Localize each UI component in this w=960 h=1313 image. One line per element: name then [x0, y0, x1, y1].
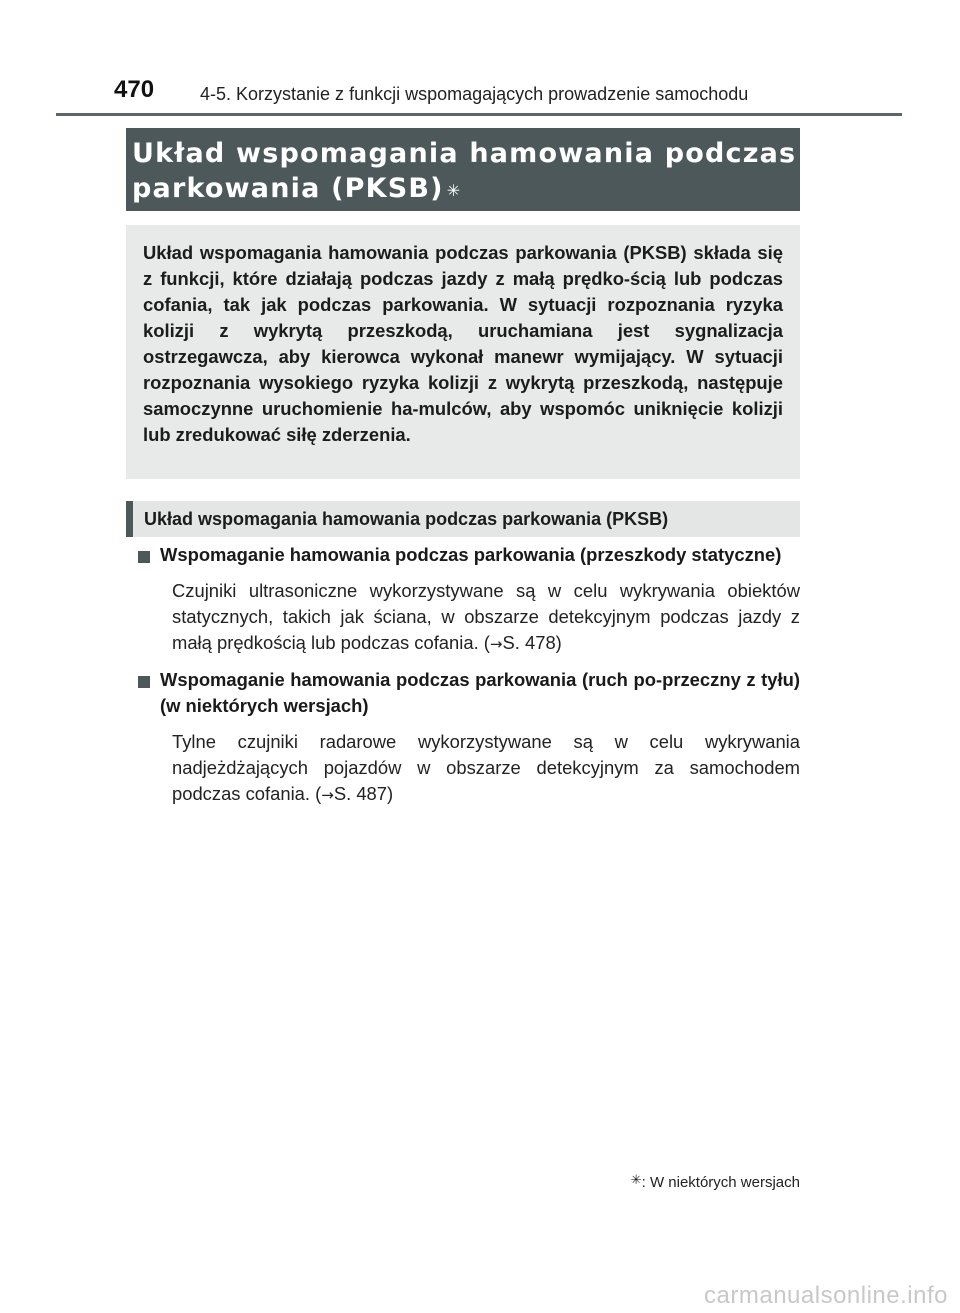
chapter-title: 4-5. Korzystanie z funkcji wspomagających prowadzenie samochodu [200, 84, 749, 104]
footnote [631, 1174, 800, 1191]
square-bullet-icon [138, 676, 150, 688]
footnote-text: : W niektórych wersjach [641, 1174, 800, 1191]
subsection-heading [138, 667, 800, 719]
subsection-rear-cross-traffic [138, 667, 800, 808]
arrow-right-icon: → [321, 786, 334, 804]
section-header [126, 501, 800, 537]
page-number: 470 [114, 76, 155, 103]
page-title-line-1: Układ wspomagania hamowania podczas [132, 138, 797, 169]
subsection-title: Wspomaganie hamowania podczas parkowania (ruch po-przeczny z tyłu) (w niektórych wersjach) [160, 669, 800, 716]
section-title-banner [126, 128, 800, 211]
arrow-right-icon: → [489, 635, 503, 653]
subsection-heading [138, 542, 800, 568]
page-title [132, 136, 800, 206]
square-bullet-icon [138, 551, 150, 563]
subsection-body [172, 578, 800, 657]
section-title: Układ wspomagania hamowania podczas parkowania (PKSB) [144, 509, 669, 529]
asterisk-icon: ✳ [446, 181, 462, 200]
subsection-text: Tylne czujniki radarowe wykorzystywane są w celu wykrywania nadjeżdżających pojazdów w obszarze detekcyjnym za samochodem podczas cofania. ( [172, 731, 800, 804]
asterisk-icon: ✳ [630, 1173, 642, 1188]
page-reference-link[interactable]: S. 478) [502, 632, 562, 653]
subsection-body [172, 729, 800, 808]
section-content [138, 542, 800, 818]
header-divider [56, 113, 902, 116]
intro-box [126, 225, 800, 479]
watermark: carmanualsonline.info [704, 1282, 948, 1309]
page-header [0, 0, 960, 120]
subsection-text: Czujniki ultrasoniczne wykorzystywane są w celu wykrywania obiektów statycznych, takich jak ściana, w obszarze detekcyjnym podczas jazdy z małą prędkością lub podczas cofania. ( [172, 580, 800, 653]
page-reference-link[interactable]: S. 487) [333, 783, 394, 804]
subsection-title: Wspomaganie hamowania podczas parkowania (przeszkody statyczne) [160, 544, 782, 565]
subsection-static-obstacles [138, 542, 800, 657]
intro-text: Układ wspomagania hamowania podczas parkowania (PKSB) składa się z funkcji, które działają podczas jazdy z małą prędko-ścią lub podczas cofania, tak jak podczas parkowania. W sytuacji rozpoznania ryzyka kolizji z wykrytą przeszkodą, uruchamiana jest sygnalizacja ostrzegawcza, aby kierowca wykonał manewr wymijający. W sytuacji rozpoznania wysokiego ryzyka kolizji z wykrytą przeszkodą, następuje samoczynne uruchomienie ha-mulców, aby wspomóc uniknięcie kolizji lub zredukować siłę zderzenia. [143, 242, 783, 445]
page-title-line-2: parkowania (PKSB) [132, 173, 444, 204]
